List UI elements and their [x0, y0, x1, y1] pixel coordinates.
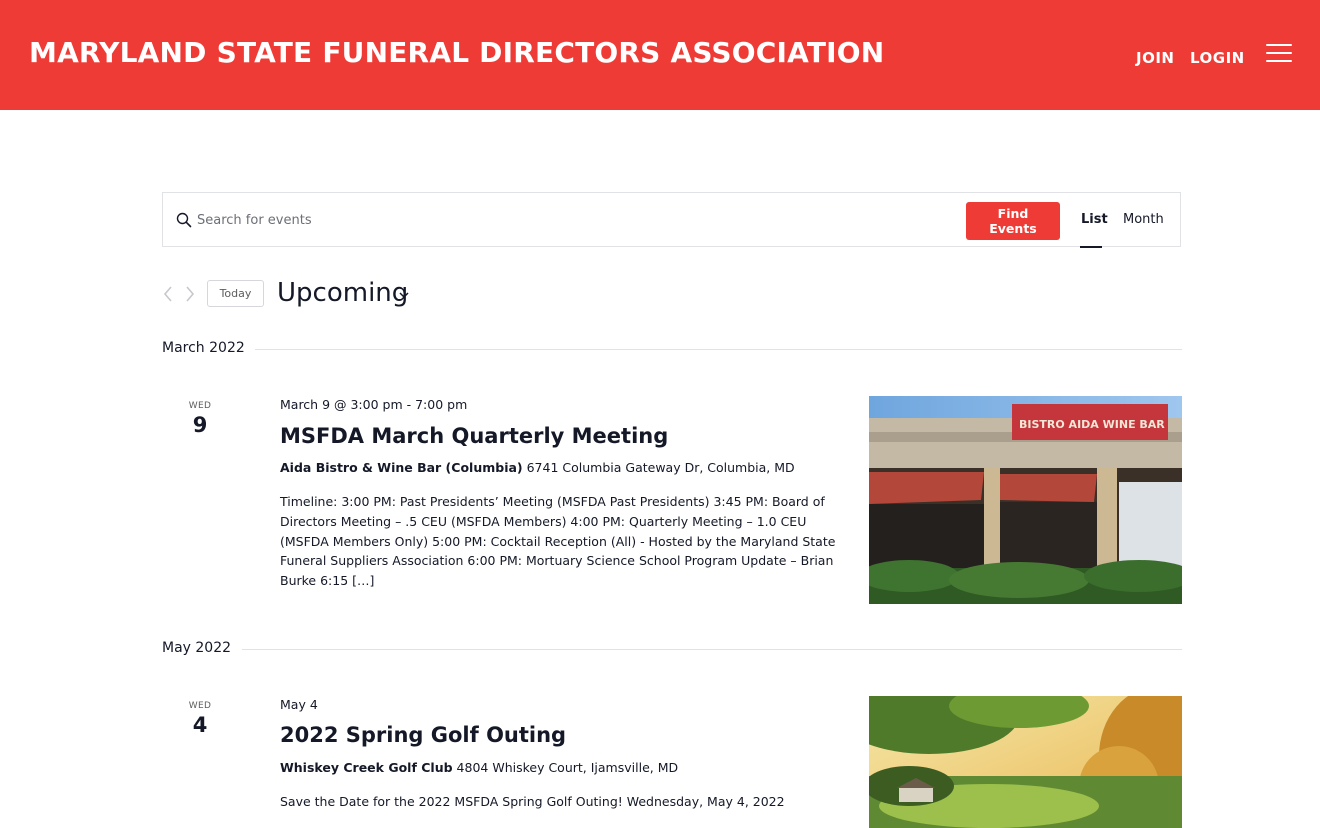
- image-sign-text: BISTRO AIDA WINE BAR: [1019, 418, 1165, 431]
- event-image-golf[interactable]: [869, 696, 1182, 828]
- site-header: [0, 0, 1320, 110]
- today-button[interactable]: Today: [207, 280, 264, 307]
- event-day-abbr: WED: [188, 701, 212, 711]
- search-input[interactable]: [197, 208, 937, 232]
- event-datetime: March 9 @ 3:00 pm - 7:00 pm: [280, 397, 468, 412]
- chevron-right-icon[interactable]: [184, 285, 196, 303]
- login-link[interactable]: LOGIN: [1190, 49, 1245, 67]
- venue-address: 6741 Columbia Gateway Dr, Columbia, MD: [526, 460, 795, 475]
- hamburger-menu-icon[interactable]: [1266, 44, 1292, 64]
- month-separator-label: March 2022: [162, 340, 245, 356]
- event-datetime: May 4: [280, 697, 318, 712]
- month-divider: [242, 649, 1182, 650]
- join-link[interactable]: JOIN: [1136, 49, 1175, 67]
- venue-name: Aida Bistro & Wine Bar (Columbia): [280, 460, 523, 475]
- event-title-link[interactable]: MSFDA March Quarterly Meeting: [280, 424, 669, 448]
- event-day-abbr: WED: [188, 401, 212, 411]
- venue-address: 4804 Whiskey Court, Ijamsville, MD: [456, 760, 679, 775]
- month-separator-label: May 2022: [162, 640, 232, 656]
- venue-name: Whiskey Creek Golf Club: [280, 760, 453, 775]
- event-venue: [280, 760, 678, 775]
- tab-list[interactable]: List: [1081, 212, 1108, 227]
- event-day-number: 4: [192, 713, 208, 737]
- event-venue: [280, 460, 795, 475]
- month-divider: [255, 349, 1182, 350]
- search-icon: [176, 212, 192, 228]
- site-title[interactable]: MARYLAND STATE FUNERAL DIRECTORS ASSOCIATION: [29, 36, 885, 69]
- event-description: Save the Date for the 2022 MSFDA Spring Golf Outing! Wednesday, May 4, 2022: [280, 794, 785, 809]
- tab-month[interactable]: Month: [1123, 212, 1164, 227]
- active-tab-indicator: [1080, 246, 1102, 248]
- period-selector[interactable]: Upcoming: [277, 278, 409, 308]
- chevron-left-icon[interactable]: [162, 285, 174, 303]
- event-description: Timeline: 3:00 PM: Past Presidents’ Meeting (MSFDA Past Presidents) 3:45 PM: Board of Directors Meeting – .5 CEU (MSFDA Members) 4:00 PM: Quarterly Meeting – 1.0 CEU (MSFDA Members Only) 5:00 PM: Cocktail Reception (All) - Hosted by the Maryland State Funeral Suppliers Association 6:00 PM: Mortuary Science School Program Update – Brian Burke 6:15 […]: [280, 494, 836, 589]
- find-events-button[interactable]: Find Events: [966, 202, 1060, 240]
- chevron-down-icon[interactable]: [398, 290, 410, 300]
- event-title-link[interactable]: 2022 Spring Golf Outing: [280, 723, 567, 747]
- event-image-aida[interactable]: [869, 396, 1182, 604]
- event-day-number: 9: [192, 413, 208, 437]
